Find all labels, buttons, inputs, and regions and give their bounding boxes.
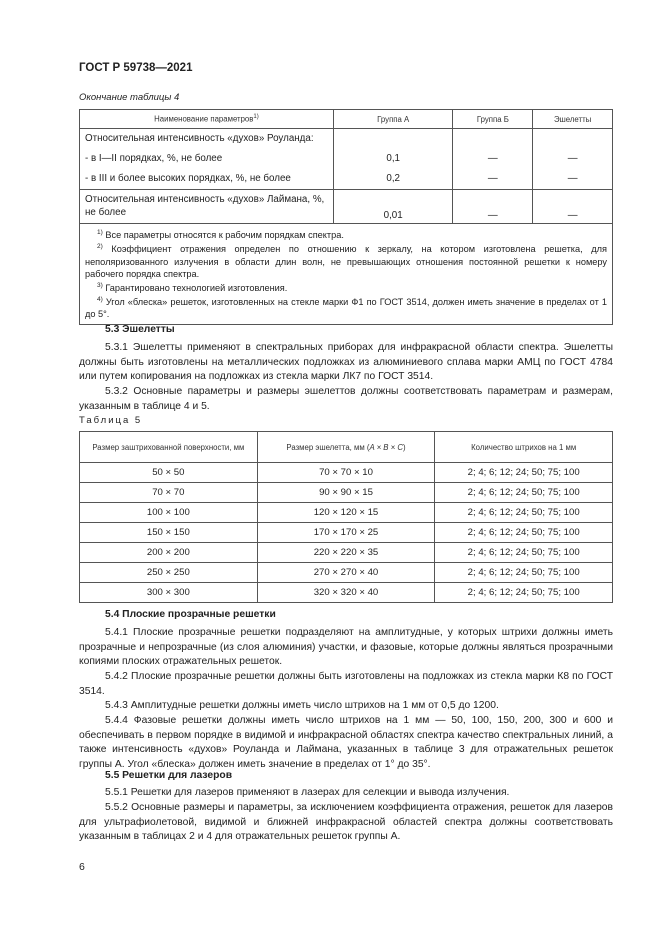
cell-value: 0,1: [386, 153, 400, 164]
table5-header-surface: Размер заштрихованной поверхности, мм: [80, 432, 258, 463]
paragraph-5-5-1: 5.5.1 Решетки для лазеров применяют в лазерах для селекции и вывода излучения.: [105, 787, 510, 798]
cell-value: 0,01: [333, 190, 453, 224]
table4-header-group-b: Группа Б: [453, 110, 533, 129]
row-label: - в I—II порядках, %, не более: [85, 153, 223, 164]
cell-value: —: [533, 190, 613, 224]
table5-header-size: Размер эшелетта, мм (A × B × C): [257, 432, 435, 463]
table-row: 150 × 150 170 × 170 × 25 2; 4; 6; 12; 24; 50; 75; 100: [80, 523, 613, 543]
row-label: Относительная интенсивность «духов» Лаймана, %,: [85, 194, 325, 205]
table-row: 300 × 300 320 × 320 × 40 2; 4; 6; 12; 24; 50; 75; 100: [80, 583, 613, 603]
cell-value: —: [487, 153, 498, 164]
footnote: $^{4)}$ Угол «блеска» решеток, изготовленных на стекле марки Ф1 по ГОСТ 3514, должен иметь значение в пределах от 1 до 5°.: [85, 296, 607, 320]
table-row: 70 × 70 90 × 90 × 15 2; 4; 6; 12; 24; 50; 75; 100: [80, 483, 613, 503]
table-footnotes: [80, 224, 613, 325]
footnote: $^{2)}$ Коэффициент отражения определен по отношению к зеркалу, на котором изготовлена решетка, для неполяризованного излучения в области длин волн, не превышающих отношения постоянной решетки к номеру рабочего порядка спектра.: [85, 243, 607, 279]
paragraph-5-4-1: 5.4.1 Плоские прозрачные решетки подразделяют на амплитудные, у которых штрихи должны иметь прозрачные и непрозрачные (из слоя алюминия) участки, и фазовые, которые должны являться прозрачными копиями плоских отражательных решеток.: [79, 627, 613, 668]
table4-header-group-a: Группа А: [333, 110, 453, 129]
table4-header-echelettes: Эшелетты: [533, 110, 613, 129]
table-row: [80, 129, 613, 190]
table-continuation-caption: Окончание таблицы 4: [79, 92, 180, 103]
paragraph-5-3-1: 5.3.1 Эшелетты применяют в спектральных приборах для инфракрасной области спектра. Эшелетты должны быть изготовлены на металлических подложках из алюминиевого сплава марки АМЦ по ГОСТ 4784 или путем копирования на подложках из стекла марки ЛК7 по ГОСТ 3514.: [79, 342, 613, 383]
footnote: $^{1)}$ Все параметры относятся к рабочим порядкам спектра.: [97, 229, 344, 241]
paragraph-5-5-2: 5.5.2 Основные размеры и параметры, за исключением коэффициента отражения, решеток для лазеров для ультрафиолетовой, видимой и ближней инфракрасной областей спектра должны соответствовать указанным в таблицах 2 и 4 для отражательных решеток группы А.: [79, 802, 613, 843]
cell-value: 0,2: [386, 173, 400, 184]
cell-value: —: [567, 173, 578, 184]
table-row: 100 × 100 120 × 120 × 15 2; 4; 6; 12; 24; 50; 75; 100: [80, 503, 613, 523]
table-row: [80, 190, 613, 224]
cell-value: —: [567, 153, 578, 164]
section-5-4-title: 5.4 Плоские прозрачные решетки: [105, 609, 276, 620]
section-5-3-title: 5.3 Эшелетты: [105, 324, 175, 335]
table-5-caption: Таблица 5: [79, 415, 143, 426]
page-number: 6: [79, 861, 85, 873]
row-label: Относительная интенсивность «духов» Роуланда:: [85, 133, 314, 144]
cell-value: —: [453, 190, 533, 224]
table-row: 200 × 200 220 × 220 × 35 2; 4; 6; 12; 24; 50; 75; 100: [80, 543, 613, 563]
table-row: 250 × 250 270 × 270 × 40 2; 4; 6; 12; 24; 50; 75; 100: [80, 563, 613, 583]
table5-header-lines: Количество штрихов на 1 мм: [435, 432, 613, 463]
footnote: $^{3)}$ Гарантировано технологией изготовления.: [97, 281, 288, 293]
table-row: 50 × 50 70 × 70 × 10 2; 4; 6; 12; 24; 50; 75; 100: [80, 463, 613, 483]
table4-header-params: Наименование параметров$^{1)}$: [80, 110, 334, 129]
row-label: не более: [85, 207, 127, 218]
section-5-5-title: 5.5 Решетки для лазеров: [105, 770, 233, 781]
paragraph-5-3-2: 5.3.2 Основные параметры и размеры эшелеттов должны соответствовать параметрам и размерам, указанным в таблице 4 и 5.: [79, 386, 613, 412]
row-label: - в III и более высоких порядках, %, не более: [85, 173, 291, 184]
table-4: [79, 109, 613, 325]
table-5: [79, 431, 613, 603]
paragraph-5-4-2: 5.4.2 Плоские прозрачные решетки должны быть изготовлены на подложках из стекла марки К8 по ГОСТ 3514.: [79, 671, 613, 697]
paragraph-5-4-4: 5.4.4 Фазовые решетки должны иметь число штрихов на 1 мм — 50, 100, 150, 200, 300 и 600 и обеспечивать в первом порядке в видимой и инфракрасной областях спектра качество спектральных линий, а также интенсивность «духов» Роуланда и Лаймана, указанных в таблице 3 для отражательных решеток группы А. Угол «блеска» должен иметь значение в пределах от 1° до 35°.: [79, 715, 613, 770]
document-header: ГОСТ Р 59738—2021: [79, 62, 193, 74]
cell-value: —: [487, 173, 498, 184]
paragraph-5-4-3: 5.4.3 Амплитудные решетки должны иметь число штрихов на 1 мм от 0,5 до 1200.: [105, 700, 499, 711]
